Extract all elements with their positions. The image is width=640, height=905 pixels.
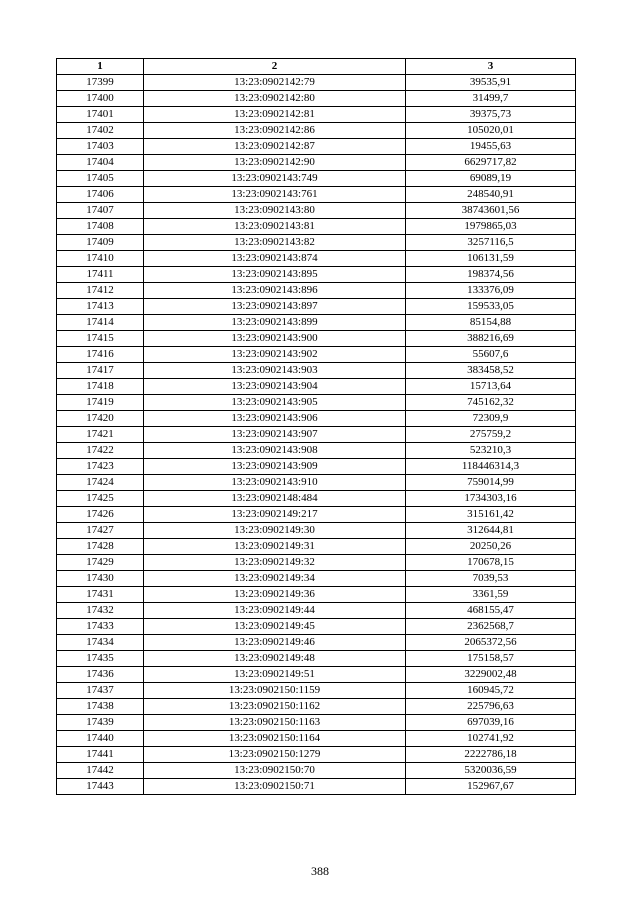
value-cell: 133376,09: [406, 283, 576, 299]
value-cell: 39375,73: [406, 107, 576, 123]
table-row: [57, 587, 576, 603]
value-cell: 19455,63: [406, 139, 576, 155]
table-row: [57, 555, 576, 571]
table-row: [57, 523, 576, 539]
cadastral-number-cell: 13:23:0902142:79: [144, 75, 406, 91]
table-row: [57, 747, 576, 763]
value-cell: 31499,7: [406, 91, 576, 107]
table-row: [57, 779, 576, 795]
row-number-cell: 17426: [57, 507, 144, 523]
cadastral-number-cell: 13:23:0902143:80: [144, 203, 406, 219]
table-row: [57, 683, 576, 699]
cadastral-number-cell: 13:23:0902142:90: [144, 155, 406, 171]
row-number-cell: 17419: [57, 395, 144, 411]
row-number-cell: 17425: [57, 491, 144, 507]
cadastral-number-cell: 13:23:0902143:902: [144, 347, 406, 363]
table-row: [57, 91, 576, 107]
row-number-cell: 17442: [57, 763, 144, 779]
row-number-cell: 17404: [57, 155, 144, 171]
value-cell: 3229002,48: [406, 667, 576, 683]
row-number-cell: 17411: [57, 267, 144, 283]
row-number-cell: 17435: [57, 651, 144, 667]
table-row: [57, 635, 576, 651]
row-number-cell: 17401: [57, 107, 144, 123]
cadastral-number-cell: 13:23:0902142:87: [144, 139, 406, 155]
cadastral-number-cell: 13:23:0902143:761: [144, 187, 406, 203]
table-row: [57, 187, 576, 203]
cadastral-number-cell: 13:23:0902143:907: [144, 427, 406, 443]
value-cell: 275759,2: [406, 427, 576, 443]
table-row: [57, 75, 576, 91]
row-number-cell: 17433: [57, 619, 144, 635]
row-number-cell: 17399: [57, 75, 144, 91]
row-number-cell: 17420: [57, 411, 144, 427]
cadastral-number-cell: 13:23:0902142:81: [144, 107, 406, 123]
value-cell: 745162,32: [406, 395, 576, 411]
table-row: [57, 395, 576, 411]
value-cell: 523210,3: [406, 443, 576, 459]
value-cell: 39535,91: [406, 75, 576, 91]
cadastral-number-cell: 13:23:0902150:1163: [144, 715, 406, 731]
value-cell: 7039,53: [406, 571, 576, 587]
cadastral-number-cell: 13:23:0902143:874: [144, 251, 406, 267]
table-row: [57, 363, 576, 379]
cadastral-number-cell: 13:23:0902143:904: [144, 379, 406, 395]
value-cell: 170678,15: [406, 555, 576, 571]
cadastral-number-cell: 13:23:0902143:905: [144, 395, 406, 411]
table-row: [57, 203, 576, 219]
value-cell: 159533,05: [406, 299, 576, 315]
table-row: [57, 507, 576, 523]
value-cell: 2065372,56: [406, 635, 576, 651]
cadastral-number-cell: 13:23:0902149:217: [144, 507, 406, 523]
value-cell: 20250,26: [406, 539, 576, 555]
cadastral-number-cell: 13:23:0902143:81: [144, 219, 406, 235]
cadastral-number-cell: 13:23:0902149:46: [144, 635, 406, 651]
table-row: [57, 123, 576, 139]
cadastral-number-cell: 13:23:0902143:899: [144, 315, 406, 331]
row-number-cell: 17400: [57, 91, 144, 107]
table-row: [57, 731, 576, 747]
value-cell: 5320036,59: [406, 763, 576, 779]
table-row: [57, 443, 576, 459]
table-row: [57, 235, 576, 251]
cadastral-number-cell: 13:23:0902149:48: [144, 651, 406, 667]
table-row: [57, 299, 576, 315]
table-row: [57, 219, 576, 235]
table-row: [57, 571, 576, 587]
cadastral-number-cell: 13:23:0902148:484: [144, 491, 406, 507]
cadastral-number-cell: 13:23:0902143:749: [144, 171, 406, 187]
value-cell: 198374,56: [406, 267, 576, 283]
table-row: [57, 459, 576, 475]
value-cell: 72309,9: [406, 411, 576, 427]
value-cell: 3257116,5: [406, 235, 576, 251]
value-cell: 55607,6: [406, 347, 576, 363]
cadastral-number-cell: 13:23:0902143:903: [144, 363, 406, 379]
cadastral-number-cell: 13:23:0902150:70: [144, 763, 406, 779]
cadastral-number-cell: 13:23:0902150:1279: [144, 747, 406, 763]
cadastral-number-cell: 13:23:0902143:897: [144, 299, 406, 315]
row-number-cell: 17443: [57, 779, 144, 795]
value-cell: 248540,91: [406, 187, 576, 203]
table-row: [57, 139, 576, 155]
cadastral-number-cell: 13:23:0902143:82: [144, 235, 406, 251]
value-cell: 2222786,18: [406, 747, 576, 763]
value-cell: 85154,88: [406, 315, 576, 331]
row-number-cell: 17436: [57, 667, 144, 683]
value-cell: 102741,92: [406, 731, 576, 747]
row-number-cell: 17415: [57, 331, 144, 347]
header-col-2: 2: [144, 59, 406, 75]
table-row: [57, 427, 576, 443]
cadastral-number-cell: 13:23:0902150:71: [144, 779, 406, 795]
row-number-cell: 17434: [57, 635, 144, 651]
row-number-cell: 17424: [57, 475, 144, 491]
value-cell: 38743601,56: [406, 203, 576, 219]
row-number-cell: 17417: [57, 363, 144, 379]
value-cell: 388216,69: [406, 331, 576, 347]
value-cell: 6629717,82: [406, 155, 576, 171]
row-number-cell: 17427: [57, 523, 144, 539]
table-row: [57, 283, 576, 299]
cadastral-number-cell: 13:23:0902149:51: [144, 667, 406, 683]
row-number-cell: 17413: [57, 299, 144, 315]
table-row: [57, 603, 576, 619]
value-cell: 106131,59: [406, 251, 576, 267]
row-number-cell: 17403: [57, 139, 144, 155]
header-col-3: 3: [406, 59, 576, 75]
table-row: [57, 331, 576, 347]
table-row: [57, 475, 576, 491]
table-row: [57, 411, 576, 427]
table-row: [57, 267, 576, 283]
cadastral-number-cell: 13:23:0902143:908: [144, 443, 406, 459]
table-row: [57, 491, 576, 507]
cadastral-number-cell: 13:23:0902143:909: [144, 459, 406, 475]
table-row: [57, 171, 576, 187]
row-number-cell: 17429: [57, 555, 144, 571]
row-number-cell: 17407: [57, 203, 144, 219]
row-number-cell: 17402: [57, 123, 144, 139]
cadastral-number-cell: 13:23:0902149:36: [144, 587, 406, 603]
value-cell: 15713,64: [406, 379, 576, 395]
value-cell: 697039,16: [406, 715, 576, 731]
table-row: [57, 651, 576, 667]
cadastral-number-cell: 13:23:0902142:86: [144, 123, 406, 139]
cadastral-number-cell: 13:23:0902143:906: [144, 411, 406, 427]
table-row: [57, 315, 576, 331]
value-cell: 160945,72: [406, 683, 576, 699]
value-cell: 312644,81: [406, 523, 576, 539]
value-cell: 175158,57: [406, 651, 576, 667]
row-number-cell: 17421: [57, 427, 144, 443]
row-number-cell: 17418: [57, 379, 144, 395]
row-number-cell: 17406: [57, 187, 144, 203]
row-number-cell: 17410: [57, 251, 144, 267]
cadastral-number-cell: 13:23:0902149:45: [144, 619, 406, 635]
page-number: 388: [311, 864, 329, 878]
table-row: [57, 251, 576, 267]
cadastral-number-cell: 13:23:0902149:34: [144, 571, 406, 587]
value-cell: 118446314,3: [406, 459, 576, 475]
header-col-1: 1: [57, 59, 144, 75]
cadastral-number-cell: 13:23:0902149:32: [144, 555, 406, 571]
table-row: [57, 667, 576, 683]
cadastral-number-cell: 13:23:0902149:30: [144, 523, 406, 539]
value-cell: 3361,59: [406, 587, 576, 603]
row-number-cell: 17405: [57, 171, 144, 187]
table-header: [57, 59, 576, 75]
table-body: [57, 75, 576, 795]
value-cell: 152967,67: [406, 779, 576, 795]
value-cell: 2362568,7: [406, 619, 576, 635]
cadastral-number-cell: 13:23:0902143:910: [144, 475, 406, 491]
table-row: [57, 539, 576, 555]
cadastral-number-cell: 13:23:0902150:1159: [144, 683, 406, 699]
value-cell: 383458,52: [406, 363, 576, 379]
value-cell: 1734303,16: [406, 491, 576, 507]
cadastral-number-cell: 13:23:0902150:1162: [144, 699, 406, 715]
header-row: [57, 59, 576, 75]
value-cell: 468155,47: [406, 603, 576, 619]
row-number-cell: 17428: [57, 539, 144, 555]
row-number-cell: 17439: [57, 715, 144, 731]
cadastral-number-cell: 13:23:0902150:1164: [144, 731, 406, 747]
row-number-cell: 17414: [57, 315, 144, 331]
value-cell: 105020,01: [406, 123, 576, 139]
row-number-cell: 17412: [57, 283, 144, 299]
value-cell: 759014,99: [406, 475, 576, 491]
table-row: [57, 763, 576, 779]
row-number-cell: 17430: [57, 571, 144, 587]
value-cell: 225796,63: [406, 699, 576, 715]
row-number-cell: 17423: [57, 459, 144, 475]
table-row: [57, 107, 576, 123]
row-number-cell: 17441: [57, 747, 144, 763]
row-number-cell: 17409: [57, 235, 144, 251]
row-number-cell: 17438: [57, 699, 144, 715]
row-number-cell: 17416: [57, 347, 144, 363]
table-row: [57, 619, 576, 635]
value-cell: 1979865,03: [406, 219, 576, 235]
cadastral-number-cell: 13:23:0902143:895: [144, 267, 406, 283]
table-row: [57, 155, 576, 171]
table-row: [57, 715, 576, 731]
cadastral-number-cell: 13:23:0902149:31: [144, 539, 406, 555]
table-row: [57, 379, 576, 395]
table-row: [57, 699, 576, 715]
cadastral-number-cell: 13:23:0902143:900: [144, 331, 406, 347]
cadastral-number-cell: 13:23:0902143:896: [144, 283, 406, 299]
row-number-cell: 17437: [57, 683, 144, 699]
data-table: [56, 58, 576, 795]
row-number-cell: 17408: [57, 219, 144, 235]
row-number-cell: 17431: [57, 587, 144, 603]
cadastral-number-cell: 13:23:0902149:44: [144, 603, 406, 619]
value-cell: 315161,42: [406, 507, 576, 523]
table-row: [57, 347, 576, 363]
cadastral-number-cell: 13:23:0902142:80: [144, 91, 406, 107]
row-number-cell: 17422: [57, 443, 144, 459]
row-number-cell: 17440: [57, 731, 144, 747]
value-cell: 69089,19: [406, 171, 576, 187]
row-number-cell: 17432: [57, 603, 144, 619]
